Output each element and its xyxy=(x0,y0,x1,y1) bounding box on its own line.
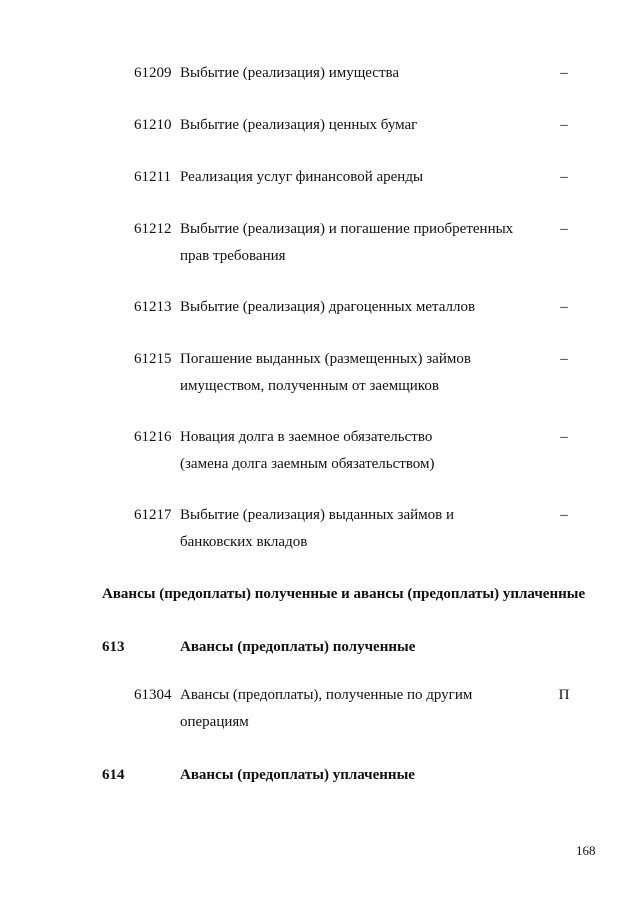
account-code: 61216 xyxy=(134,429,172,445)
description-line-2: (замена долга заемным обязательством) xyxy=(180,456,435,472)
account-code: 61217 xyxy=(134,507,172,523)
account-description: Выбытие (реализация) драгоценных металлов xyxy=(180,299,476,315)
section-code: 613 xyxy=(102,639,125,655)
account-description: Выбытие (реализация) ценных бумаг xyxy=(180,117,418,133)
account-code: 61212 xyxy=(134,221,172,237)
account-sign: П xyxy=(558,687,570,703)
description-line-2: операциям xyxy=(180,714,249,730)
description-line-1: Выбытие (реализация) и погашение приобретенных xyxy=(180,221,514,237)
description-line-1: Авансы (предоплаты), полученные по другим xyxy=(180,687,473,703)
account-sign: – xyxy=(560,429,568,445)
account-description: Выбытие (реализация) имущества xyxy=(180,65,400,81)
account-description xyxy=(180,502,540,556)
account-sign: – xyxy=(560,117,568,133)
account-description xyxy=(180,424,540,478)
account-code: 61213 xyxy=(134,299,172,315)
account-sign: – xyxy=(560,351,568,367)
description-line-1: Выбытие (реализация) выданных займов и xyxy=(180,507,454,523)
account-description xyxy=(180,216,540,270)
account-code: 61215 xyxy=(134,351,172,367)
section-title: Авансы (предоплаты) уплаченные xyxy=(180,767,415,783)
description-line-1: Новация долга в заемное обязательство xyxy=(180,429,433,445)
account-sign: – xyxy=(560,299,568,315)
account-description xyxy=(180,346,540,400)
account-code: 61209 xyxy=(134,65,172,81)
account-code: 61210 xyxy=(134,117,172,133)
account-sign: – xyxy=(560,169,568,185)
account-sign: – xyxy=(560,507,568,523)
account-sign: – xyxy=(560,65,568,81)
account-description xyxy=(180,682,540,736)
account-sign: – xyxy=(560,221,568,237)
account-code: 61304 xyxy=(134,687,172,703)
account-description: Реализация услуг финансовой аренды xyxy=(180,169,424,185)
group-heading: Авансы (предоплаты) полученные и авансы (предоплаты) уплаченные xyxy=(102,586,586,602)
description-line-2: банковских вкладов xyxy=(180,534,308,550)
description-line-2: имуществом, полученным от заемщиков xyxy=(180,378,439,394)
account-code: 61211 xyxy=(134,169,171,185)
description-line-1: Погашение выданных (размещенных) займов xyxy=(180,351,471,367)
description-line-2: прав требования xyxy=(180,248,286,264)
section-code: 614 xyxy=(102,767,125,783)
page-number: 168 xyxy=(576,843,596,858)
section-title: Авансы (предоплаты) полученные xyxy=(180,639,416,655)
